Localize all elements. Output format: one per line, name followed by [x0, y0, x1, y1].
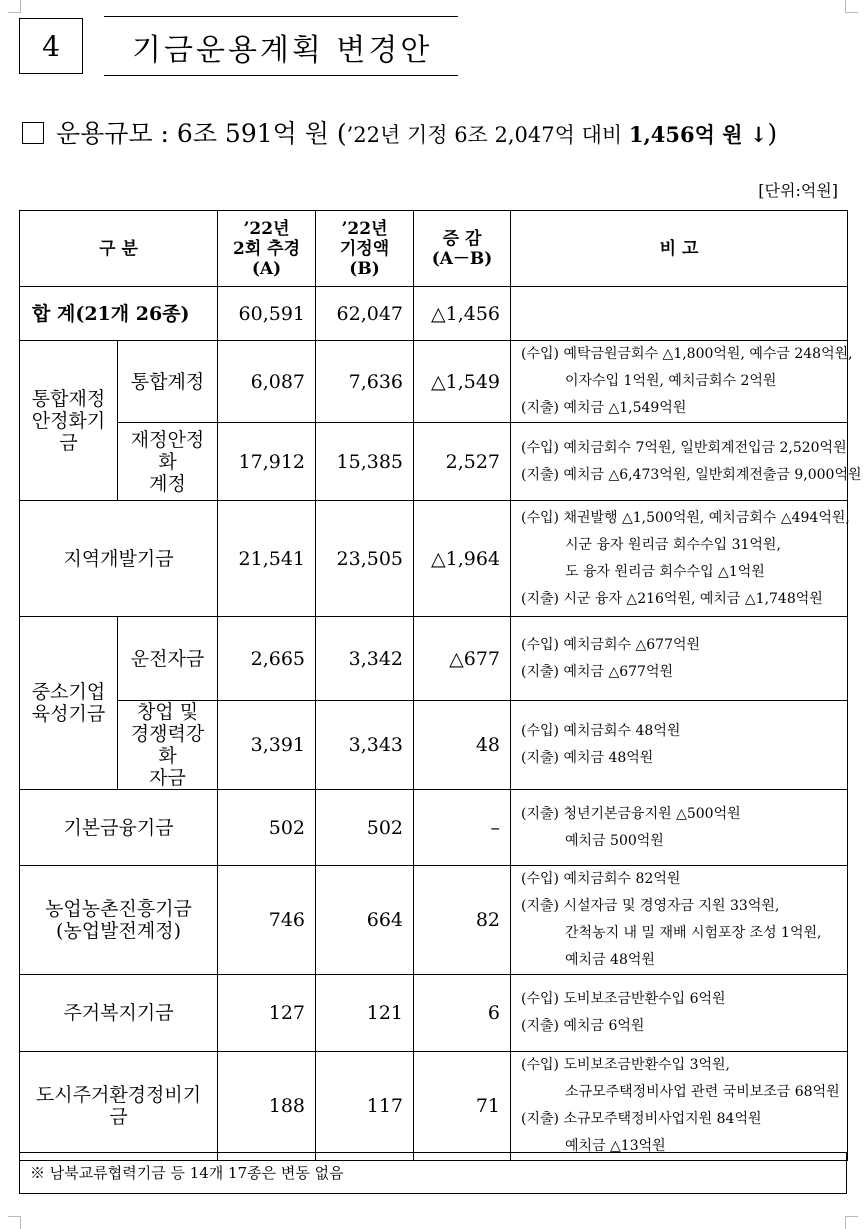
note-line: (지출) 예치금 6억원: [521, 1018, 645, 1034]
page-corner-mark: [8, 1216, 21, 1229]
note-cell: [511, 423, 862, 501]
note-cell: [511, 701, 848, 790]
total-note: [511, 287, 848, 341]
col-header-diff: 증 감 (A－B): [414, 211, 511, 287]
value-a: 127: [218, 975, 316, 1052]
table-row: [20, 790, 848, 866]
value-b: 3,342: [316, 617, 414, 701]
value-a: 3,391: [218, 701, 316, 790]
page-corner-mark: [845, 1216, 858, 1229]
table-row-total: [20, 287, 848, 341]
note-line: 예치금 500억원: [565, 832, 664, 849]
account-label: 재정안정화 계정: [118, 423, 218, 501]
note-cell: [511, 617, 848, 701]
total-label: 합 계(21개 26종): [20, 287, 218, 341]
fund-label: 기본금융기금: [20, 790, 218, 866]
value-a: 188: [218, 1052, 316, 1161]
table-row: [20, 423, 848, 501]
note-line: (지출) 시군 융자 △216억원, 예치금 △1,748억원: [521, 590, 823, 607]
value-a: 746: [218, 866, 316, 975]
note-line: 도 융자 원리금 회수수입 △1억원: [565, 563, 765, 580]
page-corner-mark: [845, 0, 858, 13]
value-diff: –: [414, 790, 511, 866]
unit-label: [단위:억원]: [758, 181, 838, 200]
value-a: 2,665: [218, 617, 316, 701]
heading-main: 운용규모 : 6조 591억 원 (: [56, 119, 347, 148]
note-line: (지출) 예치금 △677억원: [521, 663, 673, 680]
account-label: 통합계정: [118, 341, 218, 423]
fund-scale-heading: [22, 114, 777, 150]
value-diff: 82: [414, 866, 511, 975]
note-line: 소규모주택정비사업 관련 국비보조금 68억원: [565, 1084, 840, 1100]
col-header-b: ’22년 기정액(B): [316, 211, 414, 287]
page-corner-mark: [8, 0, 21, 13]
value-b: 7,636: [316, 341, 414, 423]
note-line: 예치금 48억원: [565, 952, 655, 968]
value-diff: 2,527: [414, 423, 511, 501]
table-row: [20, 501, 848, 617]
col-header-note: 비 고: [511, 211, 848, 287]
value-a: 17,912: [218, 423, 316, 501]
account-label: 운전자금: [118, 617, 218, 701]
value-diff: 6: [414, 975, 511, 1052]
table-row: [20, 701, 848, 790]
footnote: ※ 남북교류협력기금 등 14개 17종은 변동 없음: [19, 1152, 847, 1194]
note-cell: [511, 975, 848, 1052]
value-b: 664: [316, 866, 414, 975]
total-diff: △1,456: [414, 287, 511, 341]
table-row: [20, 341, 848, 423]
value-b: 15,385: [316, 423, 414, 501]
total-a: 60,591: [218, 287, 316, 341]
value-a: 21,541: [218, 501, 316, 617]
note-line: (수입) 예치금회수 48억원: [521, 723, 681, 739]
table-header-row: [20, 211, 848, 287]
note-line: (수입) 도비보조금반환수입 6억원: [521, 991, 726, 1007]
fund-label: 농업농촌진흥기금 (농업발전계정): [20, 866, 218, 975]
heading-decrease: 1,456억 원 ↓: [628, 122, 768, 147]
heading-close: ): [767, 119, 778, 148]
value-a: 502: [218, 790, 316, 866]
value-a: 6,087: [218, 341, 316, 423]
note-line: (수입) 예치금회수 △677억원: [521, 636, 701, 653]
note-line: 이자수입 1억원, 예치금회수 2억원: [565, 373, 777, 389]
value-diff: △1,964: [414, 501, 511, 617]
note-line: (지출) 예치금 48억원: [521, 750, 654, 766]
value-diff: △1,549: [414, 341, 511, 423]
table-row: [20, 975, 848, 1052]
note-line: (지출) 예치금 △6,473억원, 일반회계전출금 9,000억원: [521, 466, 862, 483]
fund-label: 도시주거환경정비기금: [20, 1052, 218, 1161]
note-line: (수입) 채권발행 △1,500억원, 예치금회수 △494억원,: [521, 509, 850, 526]
note-line: (지출) 청년기본금융지원 △500억원: [521, 805, 741, 822]
value-diff: 71: [414, 1052, 511, 1161]
note-line: (지출) 소규모주택정비사업지원 84억원: [521, 1111, 762, 1127]
value-diff: 48: [414, 701, 511, 790]
note-line: 예치금 △13억원: [565, 1138, 666, 1154]
note-line: 시군 융자 원리금 회수수입 31억원,: [565, 536, 781, 553]
value-b: 502: [316, 790, 414, 866]
value-b: 23,505: [316, 501, 414, 617]
note-cell: [511, 866, 848, 975]
checkbox-square-icon: [22, 122, 44, 144]
section-title-frame: [104, 16, 458, 76]
fund-label: 주거복지기금: [20, 975, 218, 1052]
note-cell: [511, 501, 848, 617]
note-line: (수입) 예치금회수 82억원: [521, 871, 681, 887]
table-row: [20, 1052, 848, 1161]
note-cell: [511, 1052, 848, 1161]
total-b: 62,047: [316, 287, 414, 341]
note-cell: [511, 790, 848, 866]
note-line: (수입) 도비보조금반환수입 3억원,: [521, 1057, 731, 1073]
note-line: (지출) 예치금 △1,549억원: [521, 400, 687, 416]
table-row: [20, 617, 848, 701]
value-b: 3,343: [316, 701, 414, 790]
fund-group-label: 중소기업 육성기금: [20, 617, 118, 790]
note-line: (지출) 시설자금 및 경영자금 지원 33억원,: [521, 898, 780, 914]
col-header-a: ’22년 2회 추경 (A): [218, 211, 316, 287]
fund-label: 지역개발기금: [20, 501, 218, 617]
note-line: 간척농지 내 밀 재배 시험포장 조성 1억원,: [565, 925, 822, 941]
note-cell: [511, 341, 853, 423]
value-b: 117: [316, 1052, 414, 1161]
section-title: 기금운용계획 변경안: [132, 33, 433, 68]
heading-comparison: ’22년 기정 6조 2,047억 대비: [346, 123, 629, 147]
value-diff: △677: [414, 617, 511, 701]
col-header-category: 구 분: [20, 211, 218, 287]
note-line: (수입) 예치금회수 7억원, 일반회계전입금 2,520억원: [521, 439, 847, 456]
table-row: [20, 866, 848, 975]
fund-plan-table: [19, 210, 862, 1161]
section-number: 4: [19, 18, 83, 74]
fund-group-label: 통합재정 안정화기금: [20, 341, 118, 501]
account-label: 창업 및 경쟁력강화 자금: [118, 701, 218, 790]
value-b: 121: [316, 975, 414, 1052]
note-line: (수입) 예탁금원금회수 △1,800억원, 예수금 248억원,: [521, 346, 853, 362]
